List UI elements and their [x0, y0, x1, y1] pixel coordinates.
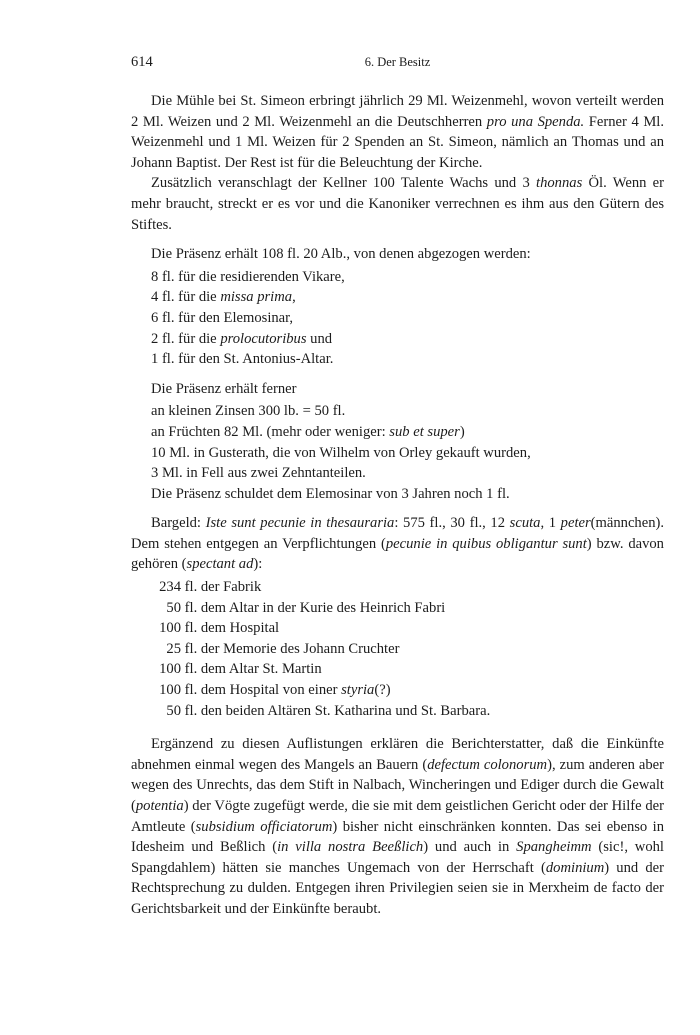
list-item: 2 fl. für die prolocutoribus und: [151, 330, 333, 347]
page-header: [131, 54, 664, 74]
latin-phrase: pro una Spenda.: [486, 113, 585, 130]
list-item: an Früchten 82 Ml. (mehr oder weniger: sub et super): [151, 423, 465, 440]
obligations-list: [131, 577, 664, 721]
deductions-list: [131, 267, 664, 370]
obligation-item: 25 fl. der Memorie des Johann Cruchter: [166, 640, 400, 657]
paragraph-text: Öl. Wenn er mehr braucht, streckt er es vor und die Kanoniker verrechnen es ihm aus den Gütern des Stiftes.: [131, 175, 664, 233]
obligation-item: 50 fl. dem Altar in der Kurie des Heinrich Fabri: [166, 599, 446, 616]
obligation-item: 100 fl. dem Altar St. Martin: [159, 661, 322, 678]
running-title: 6. Der Besitz: [364, 55, 431, 69]
list-item: 4 fl. für die missa prima,: [151, 289, 296, 306]
paragraph-bargeld: Bargeld: Iste sunt pecunie in thesauraria: 575 fl., 30 fl., 12 scuta, 1 peter(männchen). Dem stehen entgegen an Verpflichtungen (pecunie in quibus obligantur sunt) bzw. davon gehören (spectant ad):: [131, 515, 665, 573]
list-item: 6 fl. für den Elemosinar,: [151, 309, 294, 326]
paragraph-final: Ergänzend zu diesen Auflistungen erklären die Berichterstatter, daß die Einkünfte abnehmen einmal wegen des Mangels an Bauern (defectum colonorum), zum anderen aber wegen des Unrechts, das dem Stift in Nalbach, Wincheringen und Ediger durch die Gewalt (potentia) der Vögte zugefügt werde, die sie mit dem geistlichen Gericht oder der Hilfe der Amtleute (subsidium officiatorum) bisher nicht einschränken konnten. Das sei ebenso in Idesheim und Beßlich (in villa nostra Beeßlich) und auch in Spangheimm (sic!, wohl Spangdahlem) hätten sie manches Ungemach von der Herrschaft (dominium) und der Rechtsprechung zu dulden. Entgegen ihren Privilegien seien sie in Merxheim de facto der Gerichtsbarkeit und der Einkünfte beraubt.: [131, 736, 665, 917]
paragraph-text: Zusätzlich veranschlagt der Kellner 100 Talente Wachs und 3: [151, 175, 537, 192]
praesenz-intro: Die Präsenz erhält 108 fl. 20 Alb., von denen abgezogen werden:: [151, 246, 531, 263]
list-item: Die Präsenz schuldet dem Elemosinar von 3 Jahren noch 1 fl.: [151, 485, 510, 502]
praesenz-ferner: Die Präsenz erhält ferner: [151, 380, 297, 397]
list-item: 8 fl. für die residierenden Vikare,: [151, 268, 345, 285]
page-number: 614: [131, 54, 153, 70]
paragraph-text: Ferner 4 Ml. Weizenmehl und 1 Ml. Weizen für 2 Spenden an St. Simeon, nämlich an Thomas und an Johann Baptist. Der Rest ist für die Beleuchtung der Kirche.: [131, 113, 665, 171]
ferner-list: [131, 401, 664, 504]
list-item: an kleinen Zinsen 300 lb. = 50 fl.: [151, 403, 346, 420]
list-item: 3 Ml. in Fell aus zwei Zehntanteilen.: [151, 465, 366, 482]
obligation-item: 100 fl. dem Hospital: [159, 620, 280, 637]
page-body: [131, 91, 664, 920]
obligation-item: 50 fl. den beiden Altären St. Katharina und St. Barbara.: [166, 702, 491, 719]
paragraph-kellner: [131, 173, 664, 235]
latin-term: thonnas: [536, 175, 583, 192]
paragraph-text: Die Mühle bei St. Simeon erbringt jährlich 29 Ml. Weizenmehl, wovon verteilt werden 2 Ml. Weizen und 2 Ml. Weizenmehl an die Deutschherren: [131, 93, 664, 130]
obligation-item: 234 fl. der Fabrik: [159, 579, 262, 596]
paragraph-muehle: [131, 91, 664, 173]
list-item: 1 fl. für den St. Antonius-Altar.: [151, 351, 334, 368]
obligation-item: 100 fl. dem Hospital von einer styria(?): [159, 682, 391, 699]
list-item: 10 Ml. in Gusterath, die von Wilhelm von Orley gekauft wurden,: [151, 444, 531, 461]
